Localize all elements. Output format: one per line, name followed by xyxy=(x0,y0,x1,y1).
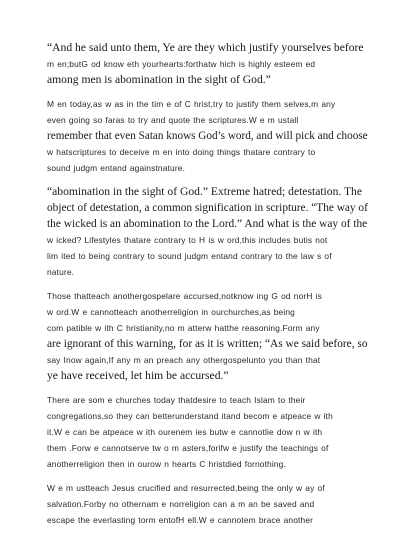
paragraph xyxy=(47,96,371,176)
text-line: say Inow again,If any m an preach any othergospelunto you than that xyxy=(47,355,321,365)
text-line: sound judgm entand againstnature. xyxy=(47,163,186,173)
text-line: W e m ustteach Jesus crucified and resurrected,being the only w ay of xyxy=(47,483,325,493)
text-line: it.W e can be atpeace w ith ourenem ies butw e cannotlie dow n w ith xyxy=(47,427,323,437)
text-line: m en;butG od know eth yourhearts:forthatw hich is highly esteem ed xyxy=(47,59,316,69)
paragraph xyxy=(47,480,371,528)
text-line: the wicked is an abomination to the Lord.” And what is the way of the xyxy=(47,218,368,230)
text-line: lim ited to being contrary to sound judgm entand contrary to the law s of xyxy=(47,251,332,261)
text-line: Those thatteach anothergospelare accursed,notknow ing G od norH is xyxy=(47,291,322,301)
paragraph xyxy=(47,392,371,472)
text-line: anotherreligion then in ourow n hearts C hristdied fornothing. xyxy=(47,459,286,469)
text-line: among men is abomination in the sight of God.” xyxy=(47,73,271,86)
text-line: are ignorant of this warning, for as it is written; “As we said before, so xyxy=(47,338,368,350)
text-line: nature. xyxy=(47,267,75,277)
text-line: w ord.W e cannotteach anotherreligion in ourchurches,as being xyxy=(47,307,295,317)
paragraph xyxy=(47,184,371,280)
text-line: “abomination in the sight of God.” Extreme hatred; detestation. The xyxy=(47,185,362,198)
text-line: escape the everlasting torm entofH ell.W e cannotem brace another xyxy=(47,515,314,525)
paragraph xyxy=(47,40,371,88)
text-line: “And he said unto them, Ye are they which justify yourselves before xyxy=(47,41,364,54)
text-line: even going so faras to try and quote the scriptures.W e m ustall xyxy=(47,115,299,125)
text-line: com patible w ith C hristianity,no m atterw hatthe reasoning.Form any xyxy=(47,323,320,333)
text-line: M en today,as w as in the tim e of C hrist,try to justify them selves,m any xyxy=(47,99,336,109)
text-line: salvation.Forby no othernam e norreligion can a m an be saved and xyxy=(47,499,315,509)
text-line: w icked? Lifestyles thatare contrary to H is w ord,this includes butis not xyxy=(47,235,328,245)
text-line: ye have received, let him be accursed.” xyxy=(47,369,229,382)
text-line: remember that even Satan knows God’s word, and will pick and choose xyxy=(47,130,368,142)
text-line: There are som e churches today thatdesire to teach Islam to their xyxy=(47,395,306,405)
text-line: object of detestation, a common signification in scripture. “The way of xyxy=(47,202,368,214)
text-line: them .Forw e cannotserve tw o m asters,forifw e justify the teachings of xyxy=(47,443,329,453)
text-line: congregations,so they can betterunderstand itand becom e atpeace w ith xyxy=(47,411,333,421)
text-line: w hatscriptures to deceive m en into doing things thatare contrary to xyxy=(47,147,316,157)
paragraph xyxy=(47,288,371,384)
document-body xyxy=(47,40,371,536)
